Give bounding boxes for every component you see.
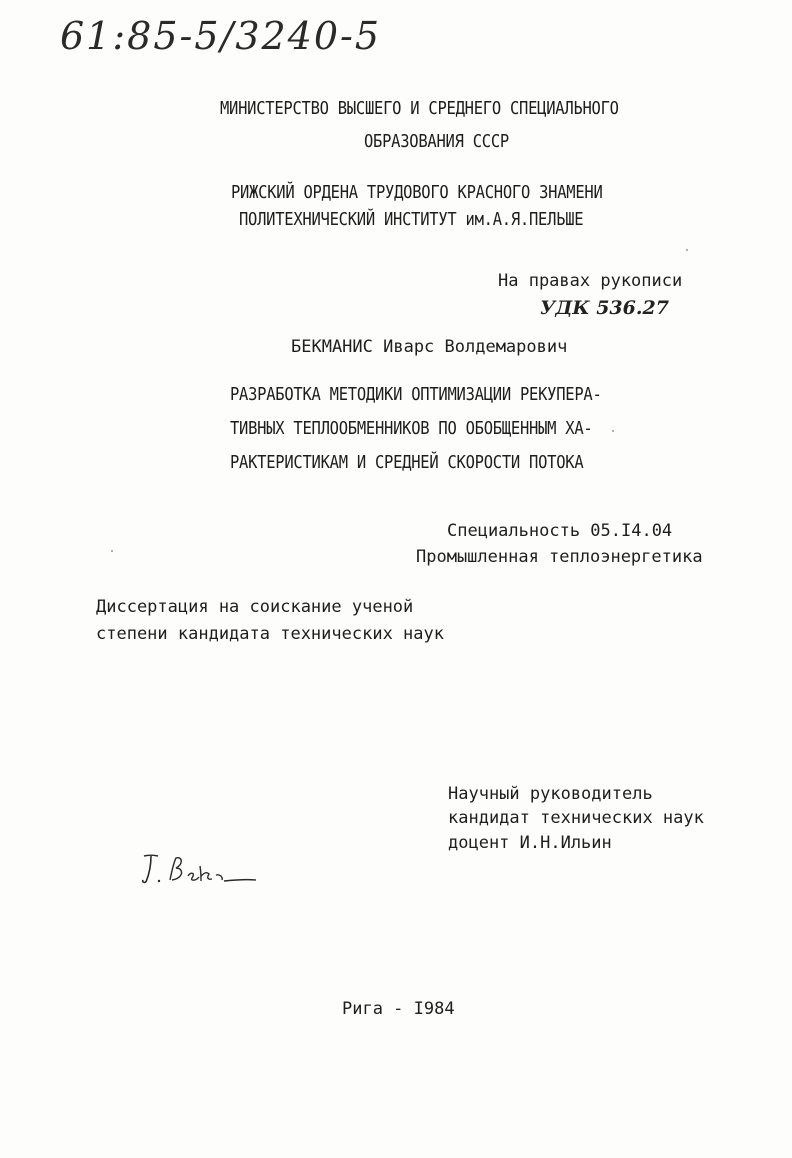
place-and-year: Рига - I984: [342, 999, 455, 1019]
ministry-line-2: ОБРАЗОВАНИЯ СССР: [364, 131, 509, 152]
handwritten-udk: УДК 536.27: [540, 297, 669, 319]
institute-line-2: ПОЛИТЕХНИЧЕСКИЙ ИНСТИТУТ им.А.Я.ПЕЛЬШЕ: [239, 209, 584, 230]
handwritten-signature: [138, 850, 268, 890]
supervisor-line-1: Научный руководитель: [448, 784, 653, 804]
paper-speck: [612, 430, 614, 432]
rights-note: На правах рукописи: [498, 271, 683, 291]
supervisor-line-2: кандидат технических наук: [448, 808, 704, 828]
supervisor-line-3: доцент И.Н.Ильин: [448, 833, 612, 853]
paper-speck: [111, 550, 113, 552]
title-line-3: РАКТЕРИСТИКАМ И СРЕДНЕЙ СКОРОСТИ ПОТОКА: [230, 452, 584, 473]
ministry-line-1: МИНИСТЕРСТВО ВЫСШЕГО И СРЕДНЕГО СПЕЦИАЛЬНОГО: [220, 98, 619, 119]
specialty-name: Промышленная теплоэнергетика: [416, 547, 703, 567]
title-line-2: ТИВНЫХ ТЕПЛООБМЕННИКОВ ПО ОБОБЩЕННЫМ ХА-: [230, 418, 593, 439]
specialty-code: Специальность 05.I4.04: [447, 521, 673, 541]
title-line-1: РАЗРАБОТКА МЕТОДИКИ ОПТИМИЗАЦИИ РЕКУПЕРА-: [230, 384, 602, 405]
dissertation-line-1: Диссертация на соискание ученой: [96, 597, 414, 617]
dissertation-line-2: степени кандидата технических наук: [96, 624, 444, 644]
handwritten-shelfmark: 61:85-5/3240-5: [60, 14, 382, 58]
paper-speck: [686, 249, 688, 251]
author-name: БЕКМАНИС Иварс Волдемарович: [291, 337, 568, 357]
institute-line-1: РИЖСКИЙ ОРДЕНА ТРУДОВОГО КРАСНОГО ЗНАМЕНИ: [231, 182, 603, 203]
